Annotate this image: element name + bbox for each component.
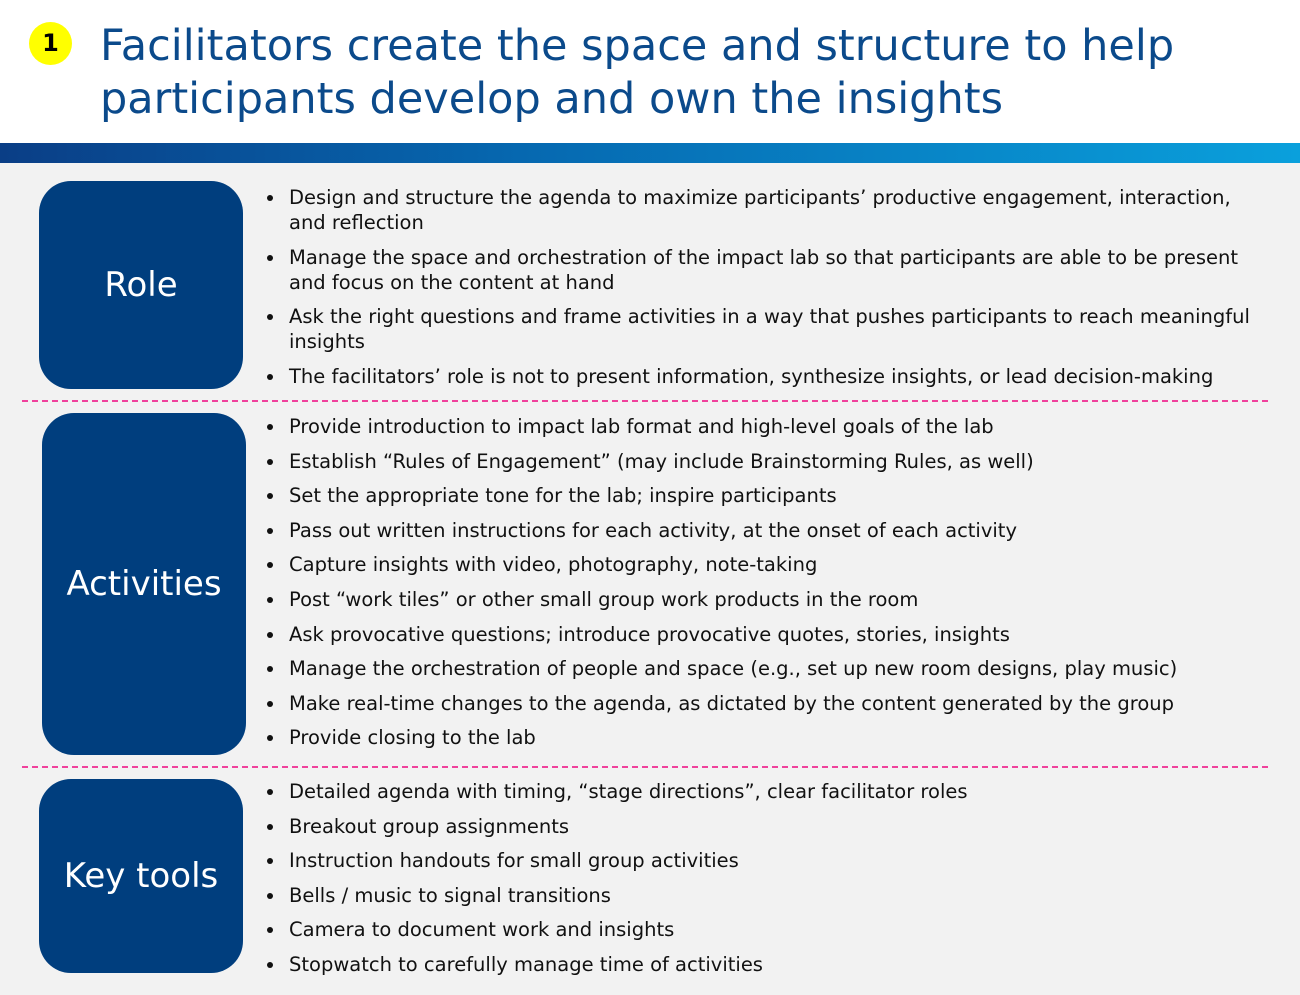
slide-title: Facilitators create the space and structure to help participants develop and own the insights xyxy=(100,21,1175,124)
role-bullet: Manage the space and orchestration of the impact lab so that participants are able to be present and focus on the content at hand xyxy=(262,245,1272,295)
role-bullet-list xyxy=(262,185,1272,389)
key-tools-bullet: Stopwatch to carefully manage time of activities xyxy=(262,952,1272,977)
activities-bullet: Capture insights with video, photography, note-taking xyxy=(262,552,1272,577)
key-tools-bullet: Detailed agenda with timing, “stage directions”, clear facilitator roles xyxy=(262,779,1272,804)
role-bullet: The facilitators’ role is not to present information, synthesize insights, or lead decision-making xyxy=(262,364,1272,389)
role-label-box: Role xyxy=(39,181,243,389)
role-bullet: Design and structure the agenda to maximize participants’ productive engagement, interaction, and reflection xyxy=(262,185,1272,235)
activities-bullet: Set the appropriate tone for the lab; inspire participants xyxy=(262,483,1272,508)
role-bullet: Ask the right questions and frame activities in a way that pushes participants to reach meaningful insights xyxy=(262,304,1272,354)
key-tools-bullet: Camera to document work and insights xyxy=(262,917,1272,942)
activities-bullet-list xyxy=(262,414,1272,750)
activities-bullet: Post “work tiles” or other small group work products in the room xyxy=(262,587,1272,612)
slide-header xyxy=(0,0,1300,143)
activities-bullet: Provide closing to the lab xyxy=(262,725,1272,750)
activities-bullet: Provide introduction to impact lab format and high-level goals of the lab xyxy=(262,414,1272,439)
activities-bullet: Manage the orchestration of people and space (e.g., set up new room designs, play music) xyxy=(262,656,1272,681)
activities-bullet: Make real-time changes to the agenda, as dictated by the content generated by the group xyxy=(262,691,1272,716)
key-tools-bullet: Breakout group assignments xyxy=(262,814,1272,839)
activities-bullet: Ask provocative questions; introduce provocative quotes, stories, insights xyxy=(262,622,1272,647)
key-tools-bullet: Instruction handouts for small group activities xyxy=(262,848,1272,873)
key-tools-label-box: Key tools xyxy=(39,779,243,973)
activities-label-box: Activities xyxy=(42,413,246,755)
section-divider xyxy=(22,766,1268,768)
activities-bullet: Pass out written instructions for each activity, at the onset of each activity xyxy=(262,518,1272,543)
key-tools-bullet-list xyxy=(262,779,1272,977)
header-gradient-bar xyxy=(0,143,1300,163)
step-number-badge: 1 xyxy=(29,22,72,65)
key-tools-bullet: Bells / music to signal transitions xyxy=(262,883,1272,908)
section-divider xyxy=(22,400,1268,402)
activities-bullet: Establish “Rules of Engagement” (may include Brainstorming Rules, as well) xyxy=(262,449,1272,474)
